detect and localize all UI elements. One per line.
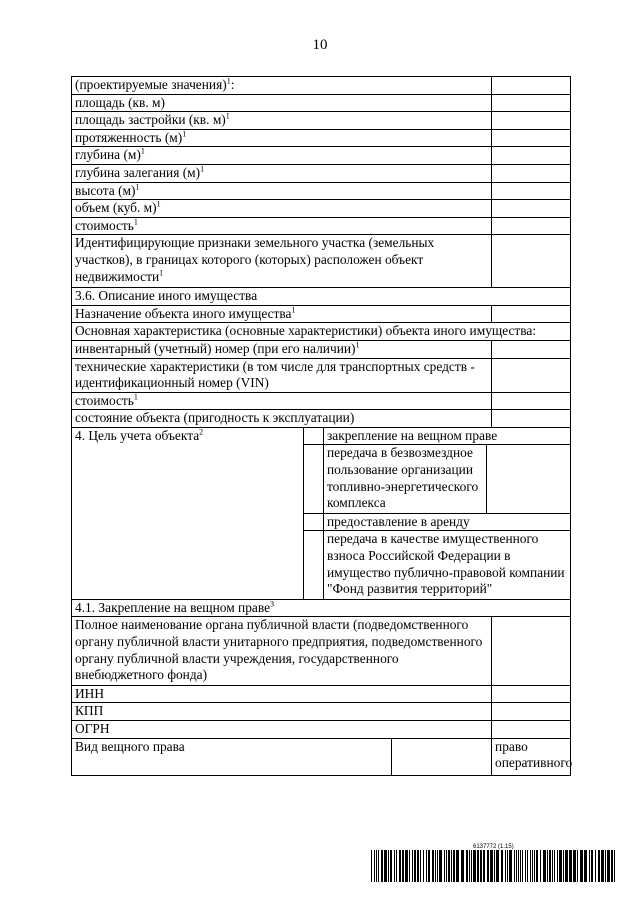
row-label: КПП xyxy=(75,703,104,719)
row-label: инвентарный (учетный) номер (при его наличии) xyxy=(75,340,356,356)
value-cell[interactable] xyxy=(492,164,571,182)
barcode-code: 6137772 (1.15) xyxy=(473,844,514,850)
row-suffix: : xyxy=(230,77,235,92)
row-label: стоимость xyxy=(75,392,134,408)
value-cell[interactable] xyxy=(492,340,571,358)
footnote-mark: 1 xyxy=(225,111,230,121)
row-label: ОГРН xyxy=(75,720,110,736)
footnote-mark: 1 xyxy=(133,392,138,402)
checkbox-cell[interactable] xyxy=(304,445,324,513)
value-cell[interactable] xyxy=(492,147,571,165)
value-cell[interactable] xyxy=(492,129,571,147)
form-row xyxy=(72,703,571,721)
form-row xyxy=(72,112,571,130)
value-cell[interactable] xyxy=(492,94,571,112)
form-row xyxy=(72,617,571,685)
value-cell[interactable] xyxy=(492,720,571,738)
footnote-mark: 1 xyxy=(291,305,296,315)
row-label: (проектируемые значения) xyxy=(75,77,227,92)
right-type-option: право оперативного xyxy=(495,738,573,771)
row-label: Идентифицирующие признаки земельного участка (земельных участков), в границах которого (которых) расположен объект недвижимости xyxy=(75,235,435,284)
checkbox-cell[interactable] xyxy=(392,738,492,775)
purpose-row xyxy=(72,427,571,445)
row-label: Вид вещного права xyxy=(75,738,185,754)
row-label: состояние объекта (пригодность к эксплуатации) xyxy=(75,410,355,426)
form-row xyxy=(72,147,571,165)
footnote-mark: 1 xyxy=(226,76,231,86)
checkbox-cell[interactable] xyxy=(304,427,324,445)
footnote-mark: 1 xyxy=(200,164,205,174)
purpose-option: предоставление в аренду xyxy=(327,513,470,529)
value-cell[interactable] xyxy=(492,112,571,130)
form-row xyxy=(72,182,571,200)
form-row xyxy=(72,217,571,235)
footnote-mark: 1 xyxy=(156,199,161,209)
form-row xyxy=(72,164,571,182)
purpose-option: закрепление на вещном праве xyxy=(327,427,498,443)
form-row xyxy=(72,200,571,218)
value-cell[interactable] xyxy=(492,182,571,200)
row-label: протяженность (м) xyxy=(75,129,183,145)
value-cell[interactable] xyxy=(492,77,571,95)
form-row xyxy=(72,129,571,147)
form-row xyxy=(72,685,571,703)
row-label: высота (м) xyxy=(75,182,136,198)
right-type-row xyxy=(72,738,571,775)
section-header-row xyxy=(72,599,571,617)
footnote-mark: 1 xyxy=(182,129,187,139)
footnote-mark: 1 xyxy=(355,340,360,350)
row-label: ИНН xyxy=(75,685,105,701)
row-label: объем (куб. м) xyxy=(75,200,157,216)
form-row xyxy=(72,323,571,341)
page-number: 10 xyxy=(312,37,328,53)
footnote-mark: 1 xyxy=(133,217,138,227)
section-header-row xyxy=(72,288,571,306)
value-cell[interactable] xyxy=(492,410,571,428)
row-label: технические характеристики (в том числе для транспортных средств - идентификационный номер (VIN) xyxy=(75,358,475,391)
section-title: 4. Цель учета объекта xyxy=(75,427,200,443)
barcode-icon xyxy=(371,850,615,882)
form-row xyxy=(72,410,571,428)
purpose-option: передача в безвозмездное пользование организации топливно-энергетического комплекса xyxy=(327,445,479,511)
row-label: площадь (кв. м) xyxy=(75,94,165,110)
value-cell[interactable] xyxy=(492,358,571,392)
row-label: стоимость xyxy=(75,217,134,233)
purpose-option: передача в качестве имущественного взноса Российской Федерации в имущество публично-правовой компании "Фонд развития территорий" xyxy=(327,531,565,597)
form-row xyxy=(72,94,571,112)
row-label: площадь застройки (кв. м) xyxy=(75,112,226,128)
property-form-table xyxy=(71,76,571,776)
form-row xyxy=(72,340,571,358)
footnote-mark: 1 xyxy=(135,182,140,192)
row-label: Основная характеристика (основные характеристики) объекта иного имущества: xyxy=(75,323,537,339)
value-cell[interactable] xyxy=(492,392,571,410)
footnote-mark: 1 xyxy=(159,268,164,278)
value-cell[interactable] xyxy=(492,305,571,323)
value-cell[interactable] xyxy=(492,685,571,703)
checkbox-cell[interactable] xyxy=(304,531,324,599)
row-label: Назначение объекта иного имущества xyxy=(75,305,292,321)
section-title: 4.1. Закрепление на вещном праве xyxy=(75,599,271,615)
section-title: 3.6. Описание иного имущества xyxy=(75,288,258,304)
value-cell[interactable] xyxy=(492,200,571,218)
checkbox-cell[interactable] xyxy=(304,513,324,531)
form-row xyxy=(72,305,571,323)
value-cell[interactable] xyxy=(492,703,571,721)
form-row xyxy=(72,235,571,288)
value-cell[interactable] xyxy=(492,217,571,235)
footnote-mark: 1 xyxy=(140,146,145,156)
form-row xyxy=(72,720,571,738)
row-label: Полное наименование органа публичной власти (подведомственного органу публичной власти унитарного предприятия, подведомственного органу публичной власти учреждения, государственного внебюджетного фонда) xyxy=(75,617,483,683)
footnote-mark: 2 xyxy=(199,427,204,437)
row-label: глубина (м) xyxy=(75,147,141,163)
value-cell[interactable] xyxy=(492,617,571,685)
form-row xyxy=(72,358,571,392)
value-cell[interactable] xyxy=(492,235,571,288)
form-row xyxy=(72,77,571,95)
row-label: глубина залегания (м) xyxy=(75,164,201,180)
purpose-label-cell xyxy=(72,427,304,599)
footnote-mark: 3 xyxy=(270,599,275,609)
form-row xyxy=(72,392,571,410)
